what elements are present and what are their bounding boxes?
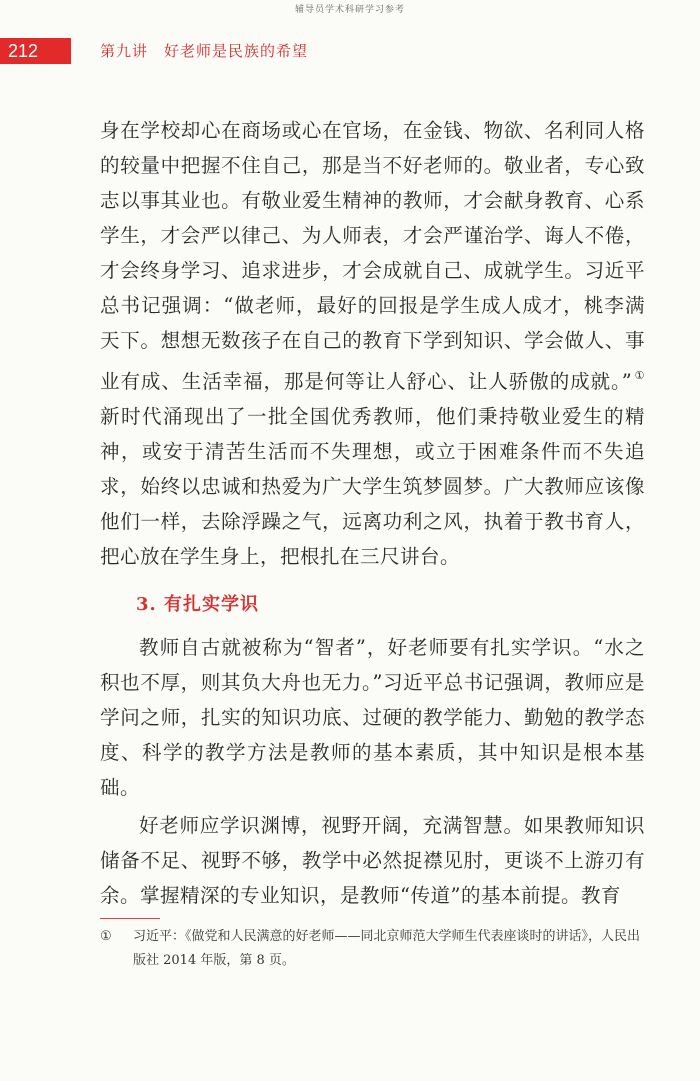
footnote-divider xyxy=(100,918,160,919)
page-number: 212 xyxy=(0,38,71,64)
footnote-text: 习近平：《做党和人民满意的好老师——同北京师范大学师生代表座谈时的讲话》，人民出版社 2014 年版，第 8 页。 xyxy=(133,929,641,968)
section-heading: 3. 有扎实学识 xyxy=(136,594,260,615)
footnote xyxy=(100,925,645,973)
paragraph-2: 教师自古就被称为“智者”，好老师要有扎实学识。“水之积也不厚，则其负大舟也无力。”习近平总书记强调，教师应是学问之师，扎实的知识功底、过硬的教学能力、勤勉的教学态度、科学的教学方法是教师的基本素质，其中知识是根本基础。 xyxy=(100,636,645,799)
paragraph-3: 好老师应学识渊博，视野开阔，充满智慧。如果教师知识储备不足、视野不够，教学中必然捉襟见肘，更谈不上游刃有余。掌握精深的专业知识，是教师“传道”的基本前提。教育 xyxy=(100,814,645,907)
chapter-title: 第九讲 好老师是民族的希望 xyxy=(100,42,309,60)
footnote-marker: ① xyxy=(100,929,112,944)
paragraph-1 xyxy=(100,113,645,574)
paragraph-1-continuation: 新时代涌现出了一批全国优秀教师，他们秉持敬业爱生的精神，或安于清苦生活而不失理想，或立于困难条件而不失追求，始终以忠诚和热爱为广大学生筑梦圆梦。广大教师应该像他们一样，去除浮躁之气，远离功利之风，执着于教书育人，把心放在学生身上，把根扎在三尺讲台。 xyxy=(100,405,645,568)
top-caption: 辅导员学术科研学习参考 xyxy=(294,5,405,15)
paragraph-1-text: 身在学校却心在商场或心在官场，在金钱、物欲、名利同人格的较量中把握不住自己，那是当不好老师的。敬业者，专心致志以事其业也。有敬业爱生精神的教师，才会献身教育、心系学生，才会严以律己、为人师表，才会严谨治学、诲人不倦，才会终身学习、追求进步，才会成就自己、成就学生。习近平总书记强调：“做老师，最好的回报是学生成人成才，桃李满天下。想想无数孩子在自己的教育下学到知识、学会做人、事业有成、生活幸福，那是何等让人舒心、让人骄傲的成就。” xyxy=(100,119,645,393)
footnote-reference[interactable]: ① xyxy=(634,369,645,382)
